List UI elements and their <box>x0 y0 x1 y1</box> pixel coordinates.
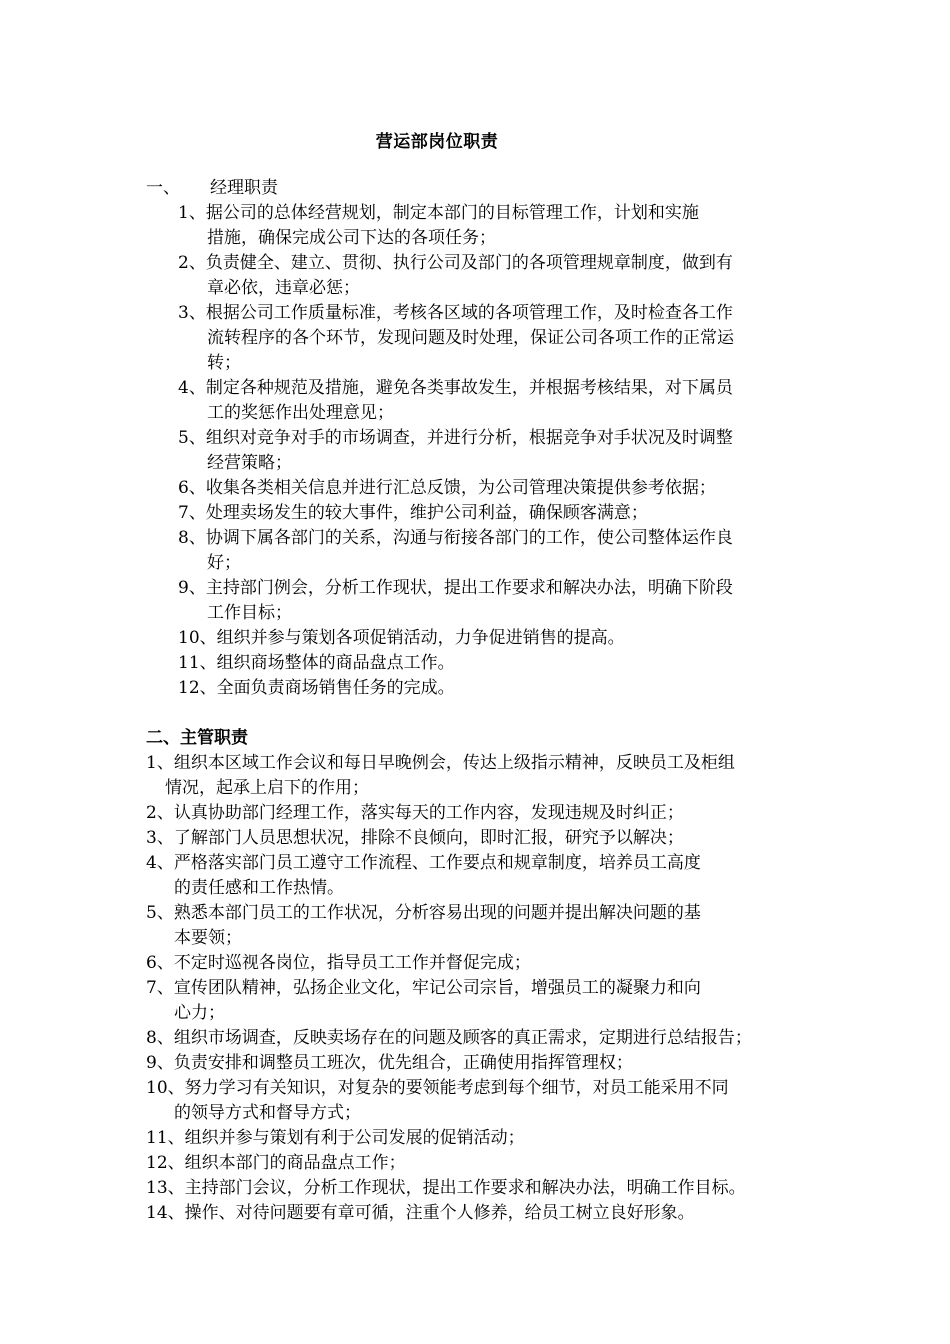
list-item-continuation: 情况，起承上启下的作用； <box>165 778 369 798</box>
list-item-continuation: 好； <box>207 553 241 573</box>
list-item: 6、收集各类相关信息并进行汇总反馈，为公司管理决策提供参考依据； <box>178 478 716 498</box>
list-item-continuation: 措施，确保完成公司下达的各项任务； <box>207 228 496 248</box>
list-item-continuation: 本要领； <box>174 928 242 948</box>
list-item: 13、主持部门会议，分析工作现状，提出工作要求和解决办法，明确工作目标。 <box>146 1178 746 1198</box>
list-item: 9、负责安排和调整员工班次，优先组合，正确使用指挥管理权； <box>146 1053 633 1073</box>
list-item: 5、熟悉本部门员工的工作状况，分析容易出现的问题并提出解决问题的基 <box>146 903 701 923</box>
list-item-continuation: 经营策略； <box>207 453 292 473</box>
list-item: 2、认真协助部门经理工作，落实每天的工作内容，发现违规及时纠正； <box>146 803 684 823</box>
list-item: 9、主持部门例会，分析工作现状，提出工作要求和解决办法，明确下阶段 <box>178 578 733 598</box>
list-item: 11、组织商场整体的商品盘点工作。 <box>178 653 455 673</box>
list-item: 8、协调下属各部门的关系，沟通与衔接各部门的工作，使公司整体运作良 <box>178 528 733 548</box>
list-item-continuation: 工作目标； <box>207 603 292 623</box>
list-item-continuation: 工的奖惩作出处理意见； <box>207 403 394 423</box>
list-item: 2、负责健全、建立、贯彻、执行公司及部门的各项管理规章制度，做到有 <box>178 253 733 273</box>
list-item: 8、组织市场调查，反映卖场存在的问题及顾客的真正需求，定期进行总结报告； <box>146 1028 752 1048</box>
section1-heading: 经理职责 <box>210 178 278 198</box>
list-item-continuation: 的领导方式和督导方式； <box>174 1103 361 1123</box>
list-item: 5、组织对竞争对手的市场调查，并进行分析，根据竞争对手状况及时调整 <box>178 428 733 448</box>
list-item-continuation: 心力； <box>174 1003 225 1023</box>
section2-heading: 二、主管职责 <box>146 728 248 748</box>
list-item: 7、处理卖场发生的较大事件，维护公司利益，确保顾客满意； <box>178 503 648 523</box>
list-item: 12、组织本部门的商品盘点工作； <box>146 1153 406 1173</box>
list-item-continuation: 的责任感和工作热情。 <box>174 878 344 898</box>
section1-number: 一、 <box>146 178 180 198</box>
list-item-continuation: 章必依，违章必惩； <box>207 278 360 298</box>
list-item: 3、了解部门人员思想状况，排除不良倾向，即时汇报，研究予以解决； <box>146 828 684 848</box>
list-item: 4、严格落实部门员工遵守工作流程、工作要点和规章制度，培养员工高度 <box>146 853 701 873</box>
list-item: 12、全面负责商场销售任务的完成。 <box>178 678 455 698</box>
list-item: 14、操作、对待问题要有章可循，注重个人修养，给员工树立良好形象。 <box>146 1203 695 1223</box>
list-item: 7、宣传团队精神，弘扬企业文化，牢记公司宗旨，增强员工的凝聚力和向 <box>146 978 701 998</box>
list-item-continuation: 流转程序的各个环节，发现问题及时处理，保证公司各项工作的正常运 <box>207 328 734 348</box>
list-item: 1、据公司的总体经营规划，制定本部门的目标管理工作，计划和实施 <box>178 203 699 223</box>
list-item: 1、组织本区域工作会议和每日早晚例会，传达上级指示精神，反映员工及柜组 <box>146 753 735 773</box>
list-item: 3、根据公司工作质量标准，考核各区域的各项管理工作，及时检查各工作 <box>178 303 733 323</box>
document-title: 营运部岗位职责 <box>375 132 499 152</box>
list-item: 6、不定时巡视各岗位，指导员工工作并督促完成； <box>146 953 531 973</box>
list-item: 10、努力学习有关知识，对复杂的要领能考虑到每个细节，对员工能采用不同 <box>146 1078 729 1098</box>
list-item: 4、制定各种规范及措施，避免各类事故发生，并根据考核结果，对下属员 <box>178 378 733 398</box>
list-item: 10、组织并参与策划各项促销活动，力争促进销售的提高。 <box>178 628 625 648</box>
list-item-continuation: 转； <box>207 353 241 373</box>
list-item: 11、组织并参与策划有利于公司发展的促销活动； <box>146 1128 525 1148</box>
